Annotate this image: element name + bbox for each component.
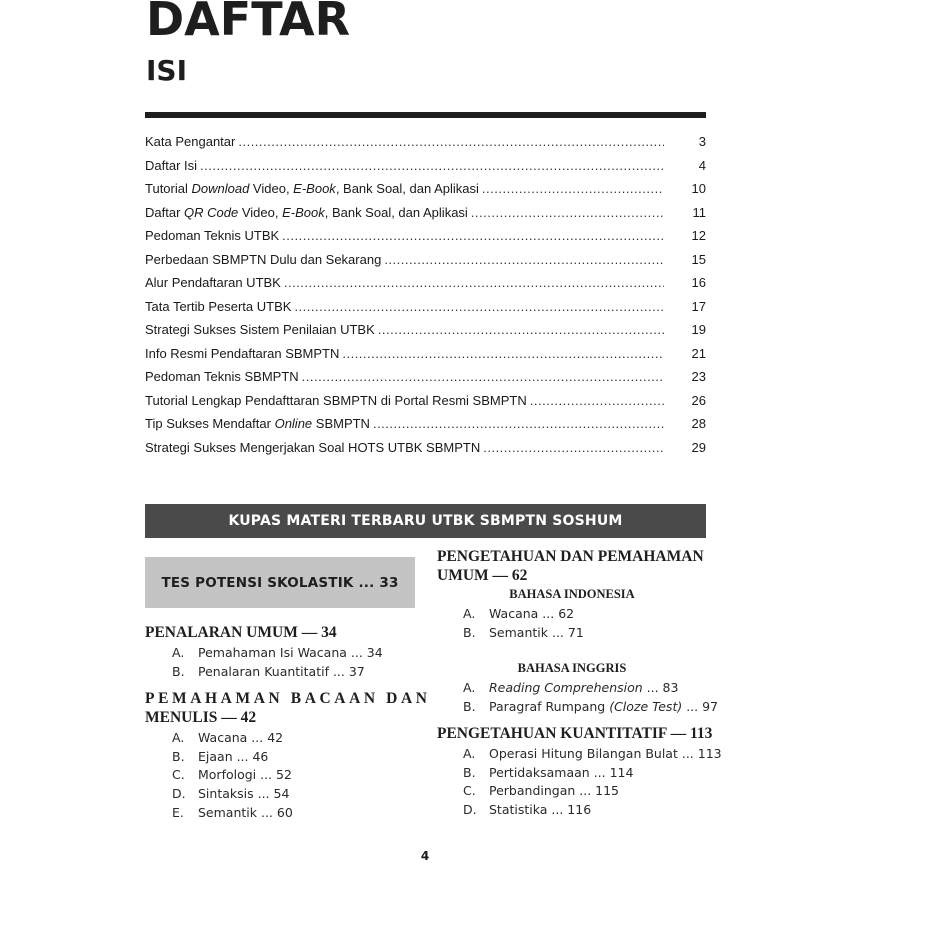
toc-entry-page: 10: [691, 181, 706, 196]
list-item-letter: C.: [463, 783, 476, 799]
text-segment: Pemahaman Isi Wacana ... 34: [198, 644, 383, 660]
list-item-text: [198, 805, 293, 820]
list-pengetahuan-kuantitatif: [463, 744, 722, 819]
toc-entry[interactable]: [145, 299, 706, 323]
text-segment: Pertidaksamaan ... 114: [489, 764, 634, 780]
toc-entry-page: 16: [691, 275, 706, 290]
text-segment: Morfologi ... 52: [198, 767, 292, 783]
list-item-letter: B.: [463, 764, 476, 780]
toc-entry[interactable]: [145, 322, 706, 346]
text-segment: Perbedaan SBMPTN Dulu dan Sekarang: [145, 251, 382, 267]
list-item-text: [489, 625, 584, 640]
list-item-text: [489, 699, 718, 714]
list-item-letter: C.: [172, 767, 185, 783]
toc-leader-dots: [294, 299, 664, 314]
toc-leader-dots: [384, 252, 664, 267]
text-segment: Wacana ... 62: [489, 605, 575, 621]
toc-leader-dots: [238, 134, 664, 149]
list-item-letter: A.: [172, 729, 185, 745]
list-item-text: [489, 783, 619, 798]
toc-entry[interactable]: [145, 393, 706, 417]
italic-text: Online: [274, 416, 313, 431]
section-heading-pengetahuan-kuantitatif: PENGETAHUAN KUANTITATIF — 113: [437, 725, 713, 742]
italic-text: E-Book: [293, 181, 336, 196]
toc-entry-label: [145, 181, 479, 196]
toc-list: [145, 134, 706, 463]
list-item: [172, 662, 383, 681]
section-heading-pemahaman-bacaan-line2: MENULIS — 42: [145, 709, 257, 726]
list-item: [463, 763, 722, 782]
toc-entry-label: [145, 346, 339, 361]
text-segment: Kata Pengantar: [145, 134, 236, 149]
toc-leader-dots: [342, 346, 664, 361]
list-item-text: [489, 746, 722, 761]
toc-entry-page: 3: [698, 134, 706, 149]
text-segment: Daftar Isi: [145, 157, 198, 173]
subheading-bahasa-inggris: BAHASA INGGRIS: [517, 661, 627, 675]
list-item: [463, 604, 584, 623]
list-item: [463, 800, 722, 819]
italic-text: Reading Comprehension: [489, 679, 643, 695]
text-segment: Tip Sukses Mendaftar: [145, 416, 275, 431]
title-divider: [145, 112, 706, 118]
list-item-text: [489, 680, 678, 695]
text-segment: Semantik ... 71: [489, 624, 584, 640]
toc-leader-dots: [483, 440, 664, 455]
toc-entry-page: 12: [691, 228, 706, 243]
toc-entry-page: 29: [691, 439, 706, 455]
toc-entry-page: 15: [691, 251, 706, 267]
subheading-bahasa-indonesia: BAHASA INDONESIA: [509, 587, 635, 601]
list-item-letter: D.: [172, 785, 186, 801]
toc-entry[interactable]: [145, 228, 706, 252]
toc-entry-label: [145, 205, 468, 220]
text-segment: Penalaran Kuantitatif ... 37: [198, 663, 365, 679]
toc-entry-page: 4: [698, 157, 706, 173]
text-segment: Pedoman Teknis UTBK: [145, 228, 280, 243]
list-item-text: [198, 664, 365, 679]
text-segment: Strategi Sukses Mengerjakan Soal HOTS UTBK SBMPTN: [145, 439, 481, 455]
toc-entry[interactable]: [145, 252, 706, 276]
section-heading-ppu-line1: PENGETAHUAN DAN PEMAHAMAN: [437, 548, 704, 565]
list-item: [172, 643, 383, 662]
list-item: [463, 623, 584, 642]
section-heading-pemahaman-bacaan-line1: PEMAHAMAN BACAAN DAN: [145, 690, 431, 707]
list-item: [172, 784, 293, 803]
list-item-text: [489, 765, 633, 780]
list-item-text: [198, 749, 268, 764]
toc-entry-label: [145, 252, 381, 267]
toc-entry-page: 19: [691, 322, 706, 337]
toc-entry-label: [145, 158, 197, 173]
italic-text: E-Book: [282, 204, 325, 220]
toc-entry-label: [145, 299, 291, 314]
toc-leader-dots: [378, 322, 664, 337]
toc-entry-label: [145, 369, 299, 384]
toc-entry-label: [145, 134, 235, 149]
text-segment: Tutorial Lengkap Pendafttaran SBMPTN di Portal Resmi SBMPTN: [145, 392, 527, 408]
text-segment: Operasi Hitung Bilangan Bulat ... 113: [489, 745, 722, 761]
text-segment: ... 83: [642, 679, 679, 695]
toc-entry-label: [145, 322, 375, 337]
toc-entry[interactable]: [145, 440, 706, 464]
list-item-letter: B.: [172, 748, 185, 764]
toc-leader-dots: [282, 228, 664, 243]
text-segment: Tata Tertib Peserta UTBK: [145, 298, 292, 314]
toc-entry[interactable]: [145, 205, 706, 229]
list-item-text: [198, 730, 283, 745]
text-segment: Paragraf Rumpang: [489, 698, 610, 714]
list-penalaran-umum: [172, 643, 383, 680]
list-item-letter: A.: [172, 644, 185, 660]
text-segment: , Bank Soal, dan Aplikasi: [324, 204, 468, 220]
page-subtitle: ISI: [146, 54, 188, 87]
list-item: [172, 803, 293, 822]
list-pemahaman-bacaan: [172, 728, 293, 821]
tps-box: TES POTENSI SKOLASTIK ... 33: [145, 557, 415, 608]
list-item-text: [198, 645, 383, 660]
text-segment: Video,: [238, 204, 283, 220]
italic-text: QR Code: [184, 204, 239, 220]
text-segment: Alur Pendaftaran UTBK: [145, 275, 281, 290]
toc-entry-label: [145, 440, 480, 455]
text-segment: Info Resmi Pendaftaran SBMPTN: [145, 345, 340, 361]
toc-entry-label: [145, 228, 279, 243]
toc-entry-label: [145, 416, 370, 431]
section-banner: KUPAS MATERI TERBARU UTBK SBMPTN SOSHUM: [145, 504, 706, 538]
toc-leader-dots: [200, 158, 664, 173]
list-item-letter: D.: [463, 801, 477, 817]
list-item: [172, 765, 293, 784]
italic-text: (Cloze Test): [609, 698, 683, 714]
text-segment: Semantik ... 60: [198, 804, 293, 820]
text-segment: Strategi Sukses Sistem Penilaian UTBK: [145, 322, 375, 337]
section-heading-ppu-line2: UMUM — 62: [437, 567, 528, 584]
list-item-text: [198, 786, 289, 801]
list-item: [172, 728, 293, 747]
text-segment: ... 97: [682, 698, 719, 714]
toc-entry-page: 26: [691, 392, 706, 408]
list-item-text: [198, 767, 292, 782]
text-segment: Sintaksis ... 54: [198, 785, 290, 801]
toc-entry[interactable]: [145, 346, 706, 370]
list-item-letter: A.: [463, 605, 476, 621]
text-segment: Statistika ... 116: [489, 801, 592, 817]
toc-entry-page: 23: [691, 369, 706, 384]
toc-leader-dots: [482, 181, 664, 196]
toc-leader-dots: [471, 205, 664, 220]
toc-entry[interactable]: [145, 275, 706, 299]
text-segment: Daftar: [145, 204, 185, 220]
section-heading-penalaran-umum: PENALARAN UMUM — 34: [145, 624, 337, 641]
list-item-letter: A.: [463, 679, 476, 695]
toc-entry[interactable]: [145, 416, 706, 440]
list-item-letter: B.: [172, 663, 185, 679]
toc-entry-label: [145, 393, 527, 408]
text-segment: Ejaan ... 46: [198, 748, 269, 764]
page-number: 4: [420, 849, 430, 863]
list-item: [463, 781, 722, 800]
toc-entry-page: 11: [692, 204, 706, 220]
list-item: [463, 697, 718, 716]
list-item-letter: B.: [463, 698, 476, 714]
list-item: [463, 744, 722, 763]
text-segment: Perbandingan ... 115: [489, 783, 620, 799]
text-segment: Pedoman Teknis SBMPTN: [145, 369, 299, 384]
toc-entry-page: 21: [691, 345, 706, 361]
list-item-text: [489, 606, 574, 621]
text-segment: Tutorial: [145, 181, 192, 196]
text-segment: Wacana ... 42: [198, 729, 284, 745]
text-segment: Video,: [249, 181, 294, 196]
toc-entry[interactable]: [145, 134, 706, 158]
toc-entry[interactable]: [145, 369, 706, 393]
list-item-letter: A.: [463, 745, 476, 761]
list-item: [463, 678, 718, 697]
toc-leader-dots: [302, 369, 664, 384]
toc-leader-dots: [284, 275, 664, 290]
list-item-letter: E.: [172, 804, 184, 820]
list-bahasa-indonesia: [463, 604, 584, 641]
italic-text: Download: [191, 181, 250, 196]
toc-leader-dots: [373, 416, 664, 431]
toc-entry[interactable]: [145, 181, 706, 205]
text-segment: , Bank Soal, dan Aplikasi: [335, 181, 479, 196]
page-title: DAFTAR: [146, 0, 351, 46]
toc-entry-page: 17: [691, 298, 706, 314]
toc-leader-dots: [530, 393, 664, 408]
list-item: [172, 747, 293, 766]
list-item-letter: B.: [463, 624, 476, 640]
toc-entry-label: [145, 275, 281, 290]
list-bahasa-inggris: [463, 678, 718, 715]
toc-entry-page: 28: [691, 416, 706, 431]
list-item-text: [489, 802, 591, 817]
toc-entry[interactable]: [145, 158, 706, 182]
text-segment: SBMPTN: [312, 416, 370, 431]
